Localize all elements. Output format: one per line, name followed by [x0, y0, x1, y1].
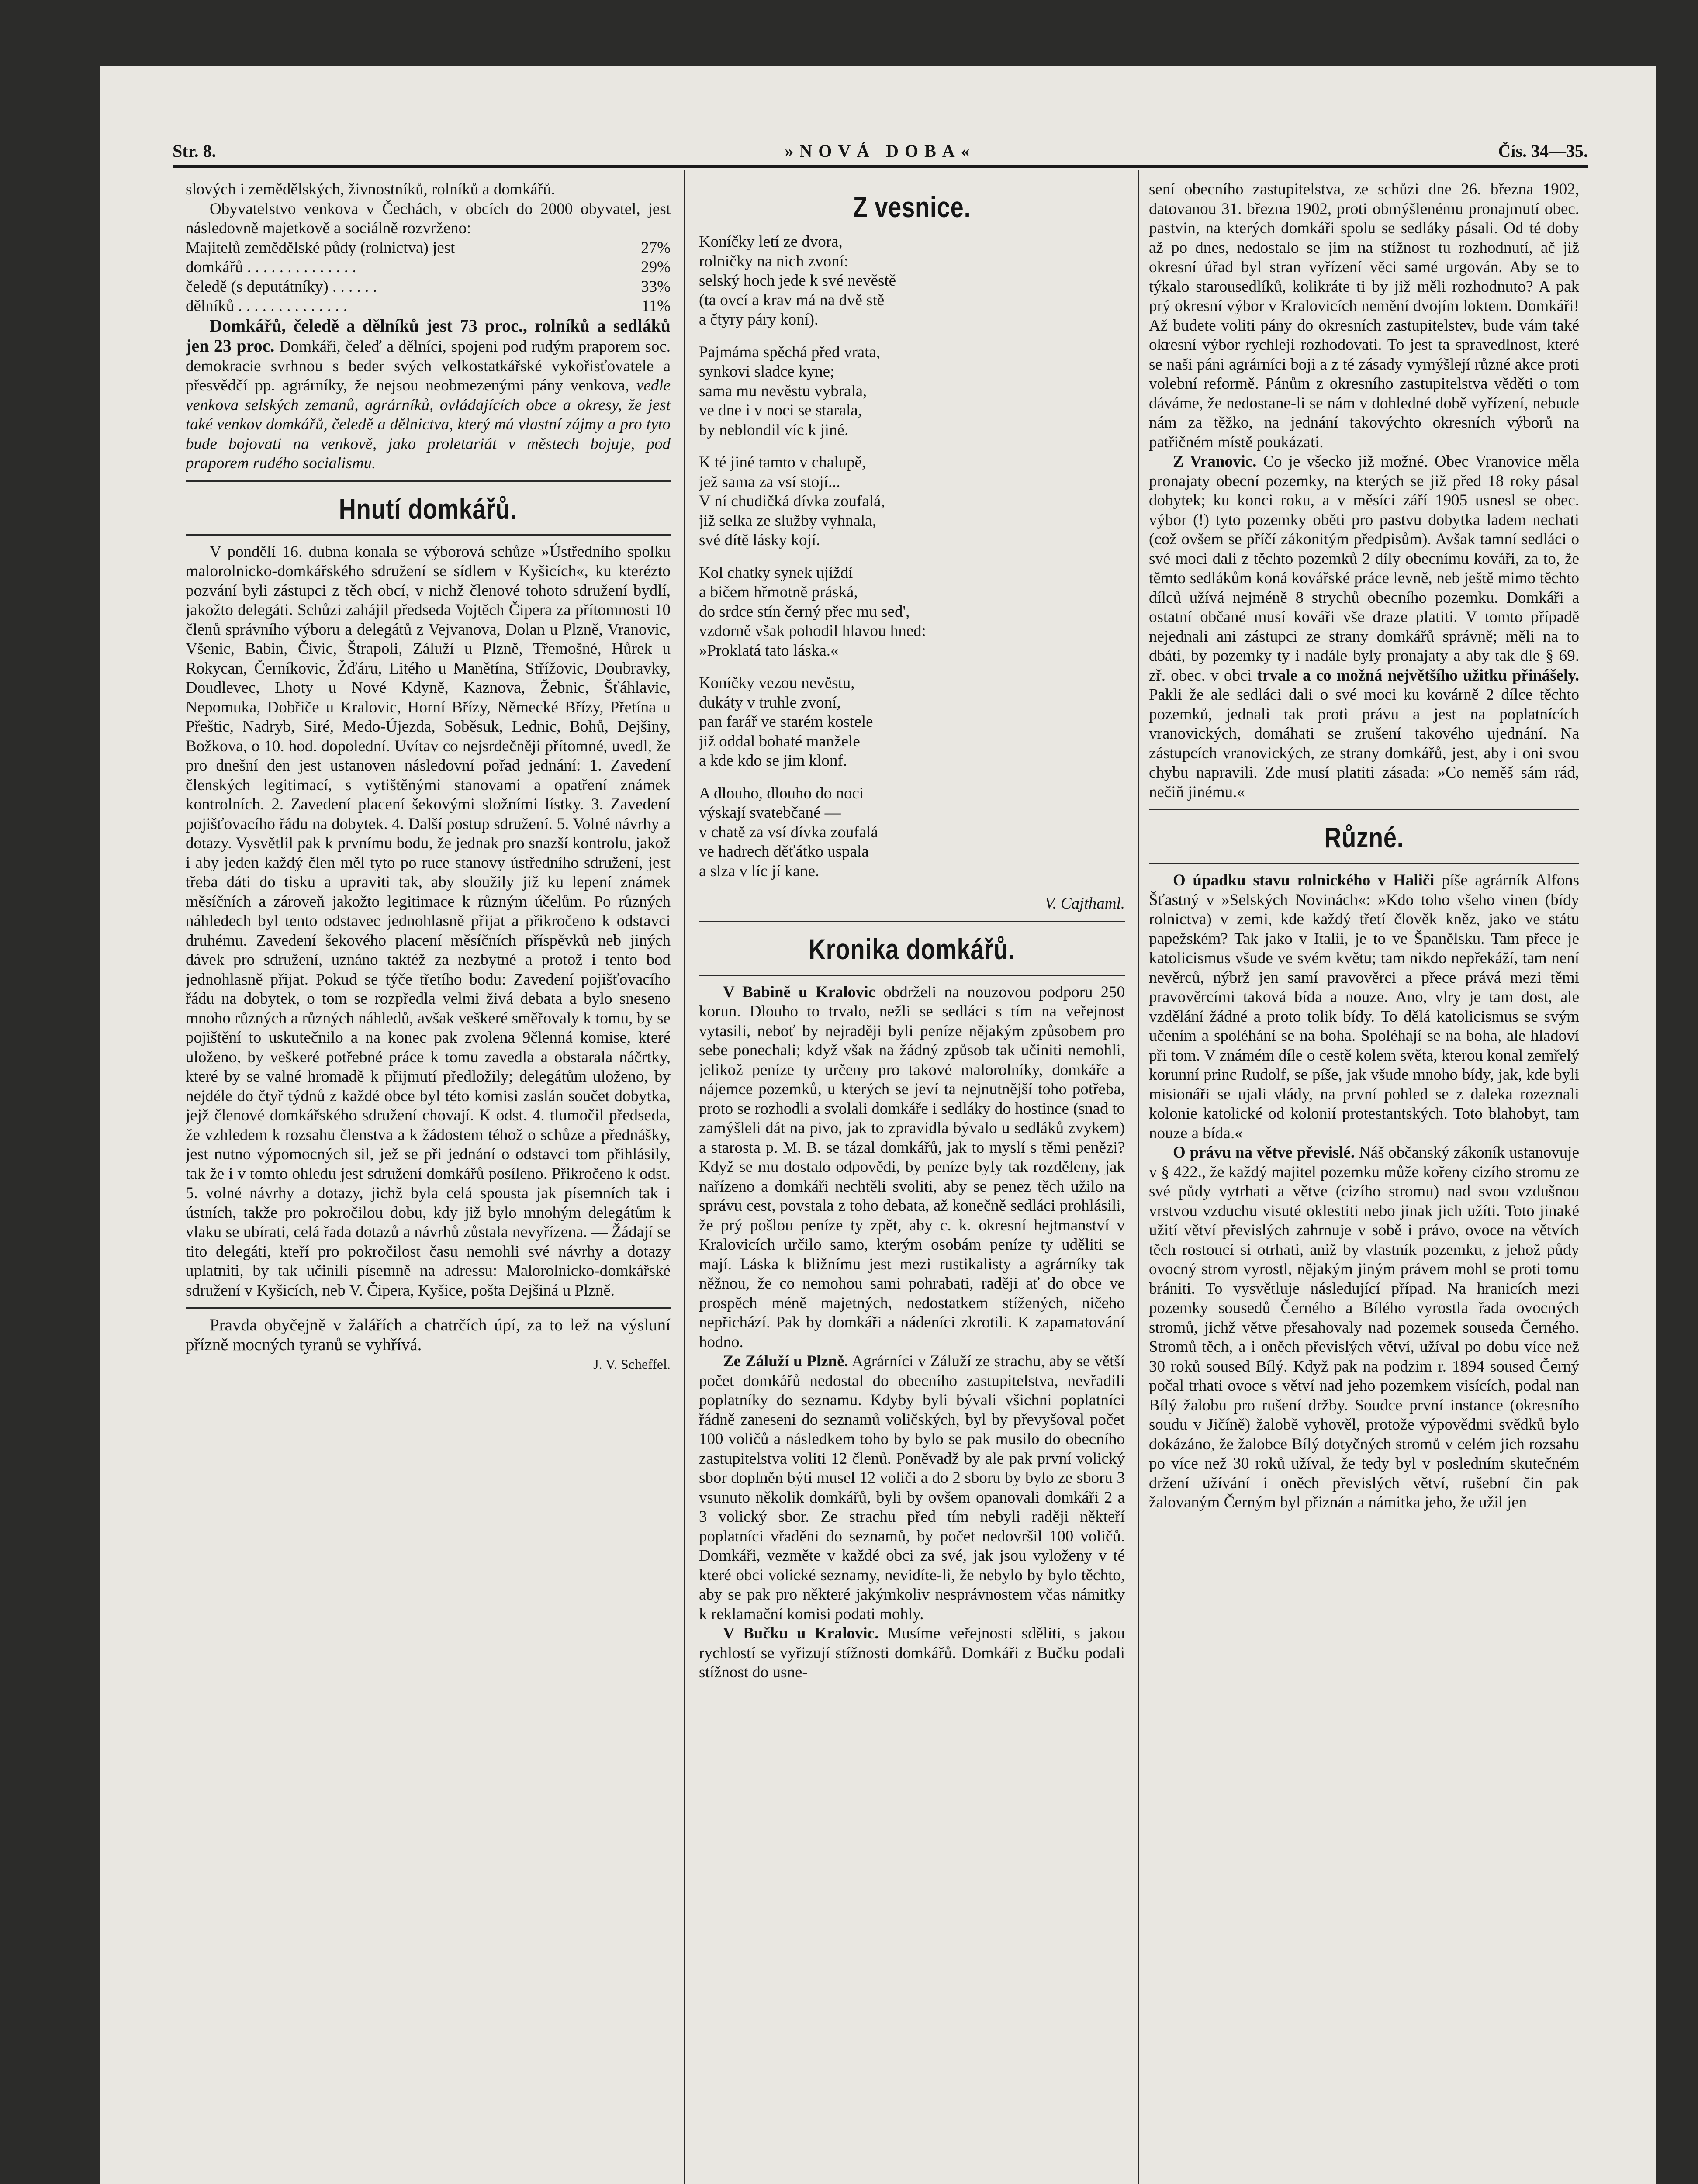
column-2: [699, 180, 1125, 2184]
section-divider: [186, 480, 671, 482]
section-divider: [186, 534, 671, 536]
stat-row: Majitelů zemědělské půdy (rolnictva) jest 27%: [186, 238, 671, 257]
section-divider: [1149, 863, 1579, 864]
chronicle-heading: Kronika domkářů.: [808, 933, 1016, 965]
column-divider-1: [684, 170, 685, 2184]
bold-paragraph: Domkářů, čeledě a dělníků jest 73 proc., rolníků a sedláků jen 23 proc. Domkáři, čeleď a dělníci, spojeni pod rudým praporem soc. demokracie svrhnou s beder svých velkostatkářské vykořisťovatele a přesvědčí pp. agrárníky, že nejsou neobmezenými pány venkova, vedle venkova selských zemanů, agrárníků, ovládajících obce a okresy, že jest také venkov domkářů, čeledě a dělnictva, který má vlastní zájmy a pro tyto bude bojovati na venkově, jako proletariát v městech bojuje, pod praporem rudého socialismu.: [186, 315, 671, 472]
news-item: V Bučku u Kralovic. Musíme veřejnosti sděliti, s jakou rychlostí se vyřizují stížnosti domkářů. Domkáři z Bučku podali stížnost do usne-: [699, 1624, 1125, 1681]
news-item: Ze Záluží u Plzně. Agrárníci v Záluží ze strachu, aby se větší počet domkářů nedostal do obecního zastupitelstva, nevřadili poplatníky do seznamu. Kdyby byli bývali všichni poplatníci řádně zaneseni do seznamů voličských, byl by převyšoval počet 100 voličů a následkem toho by bylo se pak musilo do obecního zastupitelstva voliti 12 členů. Poněvadž by ale pak první volický sbor doplněn býti musel 12 voliči a do 2 sboru by bylo ze sboru 3 vsunuto několik domkářů, byli by ovšem opanovali domkáři 2 a 3 volický sbor. Ze strachu před tím nebyli raději někteří poplatníci vřaděni do seznamů, by počet nedovršil 100 voličů. Domkáři, vezměte v každé obci za své, jak jsou vyloženy v té které obci volické seznamy, nevidíte-li, že nebylo by bylo těchto, aby se pak pro některé jakýmkoliv nesprávnostem včas námitky k reklamační komisi podati mohly.: [699, 1352, 1125, 1623]
column-divider-2: [1138, 170, 1139, 2184]
poem-stanza: Koníčky letí ze dvora, rolničky na nich zvoní: selský hoch jede k své nevěstě (ta ovcí a krav má na dvě stě a čtyry páry koní).: [699, 233, 896, 328]
issue-number: Čís. 34—35.: [1498, 141, 1588, 161]
poem-stanza: Kol chatky synek ujíždí a bičem hřmotně práská, do srdce stín černý přec mu sed', vzdorně však pohodil hlavou hned: »Proklatá tato láska.«: [699, 563, 926, 660]
page-header: [173, 133, 1588, 164]
section-divider: [699, 975, 1125, 976]
news-continuation: sení obecního zastupitelstva, ze schůzi dne 26. března 1902, datovanou 31. března 1902, proti obmýšlenému pronajmutí obec. pastvin, na kterých domkáři spolu se sedláky pásali. Od té doby až po dnes, nedostalo se jim na stížnost tu rozhodnutí, ač již okresní úřad byl stran vyřízení věci samé urgován. Aby se to týkalo starousedlíků, kolikráte ti by již měli rozhodnuto? A pak prý okresní výbor v Kralovicích nemění dvojím loktem. Domkáři! Až budete voliti pány do okresních zastupitelstev, bude vám také okresní výbor rychleji rozhodovati. To jest ta spravedlnost, které se naši páni agrárníci boji a z té zásady vymýšlejí různé akce proti volební reformě. Pánům z okresního zastupitelstva věděti o tom dáváme, že nedostane-li se nám v dohledné době vyřízení, nebude nám za těžko, na jednání takovýchto okresních výborů na patřičném místě poukázati.: [1149, 180, 1579, 451]
section-divider: [186, 1307, 671, 1309]
news-item: Z Vranovic. Co je všecko již možné. Obec Vranovice měla pronajaty obecní pozemky, na kterých se již před 18 roky pásal dobytek; ku konci roku, a v měsíci září 1905 usnesl se obec. výbor (!) tyto pozemky oběti pro pastvu dobytka ladem nechati (což ovšem se příčí zákonitým předpisům). Avšak tamní sedláci o své moci dali z těchto pozemků 2 díly obecnímu kováři, za to, že těmto sedlákům koná kovářské práce levně, neb ještě mimo těchto dílců užívá nejméně 8 strychů obecního pozemku. Domkáři a ostatní občané musí kováři vše draze platiti. V tomto případě nejednali ani zástupci ze strany domkářů správně; měli na to dbáti, by pozemky ty i nadále byly pronajaty a aby tak dle § 69. zř. obec. v obci trvale a co možná největšího užitku přinášely. Pakli že ale sedláci dali o své moci ku kovárně 2 dílce těchto pozemků, jednali tak proti právu a jest na poplatnících vranovických, domáhati se zrušení takového ujednání. Na zástupcích vranovických, ze strany domkářů, jest, aby i oni svou chybu napravili. Zde musí platiti zásada: »Co neměš sám rád, nečiň jinému.«: [1149, 453, 1579, 801]
misc-item: O právu na větve převislé. Náš občanský zákoník ustanovuje v § 422., že každý majitel pozemku může kořeny cizího stromu ze své půdy vytrhati a větve (cizího stromu) nad svou vzdušnou vrstvou vzduchu visuté oklestiti nebo jinak jich užíti. Toto jinaké užití větví převislých zahrnuje v sobě i právo, ovoce na větvích těch rostoucí si otrhati, aniž by vlastník pozemku, z jehož půdy ovocný strom vyrostl, nějakým jiným právem mohl se proti tomu brániti. To vysvětluje následující případ. Na hranicích mezi pozemky sousedů Černého a Bílého vyrostla řada ovocných stromů, jichž větve přesahovaly nad pozemek souseda Černého. Stromů těch, a i oněch převislých větví, užíval po dobu více než 30 roků soused Bílý. Když pak na podzim r. 1894 soused Černý počal trhati ovoce s větví nad jeho pozemkem visících, podal nan Bílý žalobu pro rušení držby. Soudce první instance (okresního soudu v Jičíně) žalobě vyhověl, protože výpovědmi svědků bylo dokázáno, že žalobce Bílý dotyčných stromů v celém jich rozsahu po více než 30 roků užíval, že tedy byl v posledním skutečném držení užívání i oněch převislých větví, rušební čin pak žalovaným Černým byl přiznán a námitka jeho, že užil jen: [1149, 1144, 1579, 1511]
header-rule: [173, 165, 1588, 168]
population-paragraph: Obyvatelstvo venkova v Čechách, v obcích do 2000 obyvatel, jest následovně majetkově a sociálně rozvrženo:: [186, 200, 671, 237]
population-stats: [186, 238, 671, 316]
stat-row: čeledě (s deputátníky) . . . . . . 33%: [186, 277, 671, 296]
column-3: [1149, 180, 1579, 2184]
stat-row: dělníků . . . . . . . . . . . . . . 11%: [186, 297, 671, 315]
news-item: V Babině u Kralovic obdrželi na nouzovou podporu 250 korun. Dlouho to trvalo, nežli se sedláci s tím na veřejnost vytasili, neboť by nejraději byli peníze nějakým způsobem pro sebe ponechali; když však na žádný způsob tak učiniti nemohli, jelikož peníze ty určeny pro takové malorolníky, domkáře a nájemce pozemků, u kterých se jeví ta nejnutnější toho potřeba, proto se rozhodli a svolali domkáře i sedláky do hostince (snad to zamýšleli dát na pivo, jak to zpravidla bývalo u sedláků zvykem) a starosta p. M. B. se tázal domkářů, jak to myslí s těmi penězi? Když se mu dostalo odpovědi, by peníze byly tak rozděleny, jak nařízeno a domkáři nechtěli svoliti, aby se penez těch užilo na správu cest, povstala z toho debata, až konečně sedláci prohlásili, že prý pošlou peníze ty zpět, aby c. k. okresní hejtmanství v Kralovicích určilo samo, kterým osobám peníze ty uděliti se mají. Láska k bližnímu jest mezi rustikalisty a agrárníky tak něžnou, že co nemohou sami pohrabati, raději ať do obce ve prospěch méně majetných, nedostatkem stížených, ničeho nepřichází. Pak by domkáři a nádeníci zkrotili. K zapamatování hodno.: [699, 983, 1125, 1351]
poem-signature: V. Cajthaml.: [1044, 895, 1125, 912]
quote-text: Pravda obyčejně v žalářích a chatrčích úpí, za to lež na výsluní přízně mocných tyranů se vyhřívá.: [186, 1316, 671, 1354]
article-body: V pondělí 16. dubna konala se výborová schůze »Ústředního spolku malorolnicko-domkářského sdružení se sídlem v Kyšicích«, ku kterézto pozvání byli zástupci z těch obcí, v nichž členové tohoto sdružení bydlí, jakožto delegáti. Schůzi zahájil předseda Vojtěch Čipera za přítomnosti 10 členů správního výboru a delegátů z Vejvanova, Dolan u Plzně, Vranovic, Všenic, Babin, Čivic, Štrapoli, Záluží u Plzně, Třemošné, Hůrek u Rokycan, Černíkovic, Žďáru, Litého u Manětína, Střížovic, Doubravky, Doudlevec, Lhoty u Nové Kdyně, Kaznova, Žebnic, Šťáhlavic, Nepomuka, Dobřiče u Kralovic, Horní Břízy, Německé Břízy, Přetína u Přeštic, Nadryb, Siré, Medo-Újezda, Soběsuk, Lednic, Bohů, Dejšiny, Božkova, o 10. hod. dopolední. Uvítav co nejsrdečněji přítomné, uvedl, že pro dnešní den jest ustanoven následovní pořad jednání: 1. Zavedení členských legitimací, s vytištěnými stanovami a opatření známek kontrolních. 2. Zavedení placení šekovými složními lístky. 3. Zavedení pojišťovacího řádu na dobytek. 4. Další postup sdružení. 5. Volné návrhy a dotazy. Vysvětlil pak k prvnímu bodu, že jednak pro snazší kontrolu, jakož i aby jeden každý člen měl tyto po ruce stanovy ústředního sdružení, jest třeba dáti do tisku a upraviti tak, aby sloužily již ku lepení známek měsíčních a zároveň jakožto legitimace k různým účelům. Po různých náhledech byl tento odstavec jednohlasně přijat a přikročeno k odstavci druhému. Zavedení šekového placení měsíčních příspěvků neb jiných dávek pro sdružení, uznáno taktéž za nezbytné a protož i tento bod jednohlasně přijat. Pokud se týče třetího bodu: Zavedení pojišťovacího řádu na dobytek, o tom se rozpředla velmi živá debata a bylo sneseno mnoho různých a různých náhledů, avšak veškeré směřovaly k tomu, by se pojištění to uskutečnilo a na konec pak zvolena 9členná komise, které uloženo, by veškeré potřebné práce k tomu zavedla a obstarala náčrtky, které by se valné hromadě k přijmutí předložily; delegátům uloženo, by nejdéle do čtyř týdnů z každé obce byl této komisi zaslán součet dobytka, jejž členové domkářského sdružení chovají. K odst. 4. tlumočil předseda, že vzhledem k rozsahu členstva a k žádostem téhož o schůze a přednášky, jest nutno výpomocných sil, jež se při jednání o odstavci tom přihlásily, tak že i v tomto ohledu jest sdružení domkářů posíleno. Přikročeno k odst. 5. volné návrhy a dotazy, jichž byla celá spousta jak písemních tak i ústních, takže pro pokročilou dobu, kdy již bylo mnohým delegátům k vlaku se ubírati, celá řada dotazů a návrhů zůstala nevyřízena. — Žádají se tito delegáti, kteří pro pokročilost času nemohli své návrhy a dotazy uplatniti, by tak učinili písemně na adressu: Malorolnicko-domkářské sdružení v Kyšicích, neb V. Čipera, Kyšice, pošta Dejšiná u Plzně.: [186, 543, 671, 1299]
misc-item: O úpadku stavu rolnického v Haliči píše agrárník Alfons Šťastný v »Selských Novinách«: »Kdo toho všeho vinen (bídy rolnictva) v zemi, kde každý třetí člověk kněz, jako ve státu papežském? Tak jako v Italii, je to ve Španělsku. Tam přece je katolicismus všude ve svém květu; tam nikdo nepřekáží, tam není nevěrců, nýbrž jen samí pravověrci a přece prává mezi těmi pravověrcími taková bída a nouze. Ano, vlry je tam dost, ale vzdělání žádné a proto tolik bídy. To dělá katolicismus se svým učením a spoléhání se na boha. Spoléhají se na boha, ale hladoví při tom. V známém díle o cestě kolem světa, kterou konal zemřelý korunní princ Rudolf, se píše, jak všude mnoho bídy, jak, kde byli misionáři se ujali vlády, na první pohled se z daleka rozeznali kolonie katolické od kolonií protestantských. Toto blahobyt, tam nouze a bída.«: [1149, 871, 1579, 1142]
intro-text: slových i zemědělských, živnostníků, rolníků a domkářů.: [186, 180, 555, 198]
misc-heading: Různé.: [1324, 821, 1404, 854]
quote-author: J. V. Scheffel.: [593, 1356, 671, 1372]
poem-stanza: K té jiné tamto v chalupě, jež sama za vsí stojí... V ní chudičká dívka zoufalá, již selka ze služby vyhnala, své dítě lásky kojí.: [699, 453, 885, 549]
newspaper-title: »NOVÁ DOBA«: [785, 141, 976, 161]
poem-title: Z vesnice.: [853, 191, 971, 223]
poem-stanza: A dlouho, dlouho do noci výskají svatebčané — v chatě za vsí dívka zoufalá ve hadrech děťátko uspala a slza v líc jí kane.: [699, 784, 878, 880]
newspaper-page: [100, 66, 1656, 2184]
poem-stanza: Koníčky vezou nevěstu, dukáty v truhle zvoní, pan farář ve starém kostele již oddal bohaté manžele a kde kdo se jim klonf.: [699, 674, 873, 770]
section-divider: [1149, 809, 1579, 810]
poem-stanza: Pajmáma spěchá před vrata, synkovi sladce kyne; sama mu nevěstu vybrala, ve dne i v noci se starala, by neblondil víc k jiné.: [699, 343, 881, 439]
stat-row: domkářů . . . . . . . . . . . . . . 29%: [186, 258, 671, 276]
poem: [699, 232, 1125, 881]
column-1: [186, 180, 671, 2184]
article-heading: Hnutí domkářů.: [339, 492, 518, 525]
section-divider: [699, 921, 1125, 922]
page-number: Str. 8.: [173, 141, 216, 161]
